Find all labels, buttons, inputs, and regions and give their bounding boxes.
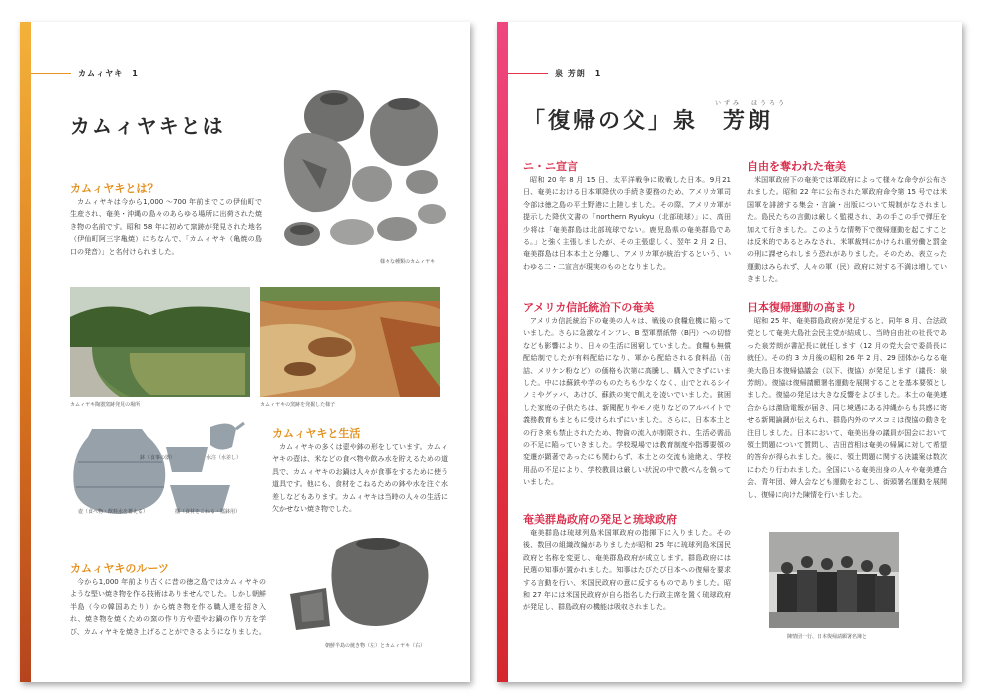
mortar-label: 擂（食材をこねる・擂鉢用） xyxy=(175,509,241,515)
excavation-photo xyxy=(260,287,440,397)
vessel-diagram xyxy=(70,417,245,537)
delegation-caption: 陳情団一行、日本復帰請願署名簿と xyxy=(787,634,868,640)
trusteeship-paragraph: アメリカ信託統治下の奄美の人々は、戦後の食糧危機に陥っていました。さらに急激なインフレ、B 型軍票紙幣（B円）への切替なども影響により、日々の生活に困窮していました。食糧も無償配給制でしたが有料配給になり、軍から配給される食料品（缶詰、メリケン粉など）の価格も次第に高騰し、購入できずにいました。中には蘇鉄や芋のものたちも少なくなく、山でとれるシイノミやグァバ、あけび、蘇鉄の実で飢えを凌いでいました。貧困した家庭の子供たちは、新聞配りやモノ売りなどのアルバイトで義務教育もまともに受けられずにいました。さらに、日本本土との行き来も禁止されたため、物資の流入が制限され、生活必需品の不足に陥っていきました。学校現場では教育制度や指導要領の変遷が顕著であったにも関わらず、本土との交流も途絶え、学校用品の不足により、学校教員は厳しい状況の中で教べんを執っていました。 xyxy=(523,317,731,487)
section-rule xyxy=(31,73,71,74)
kiln-site-illustration xyxy=(70,287,250,397)
comparison-illustration xyxy=(286,530,446,638)
right-section-label xyxy=(508,68,601,79)
title-ruby: いずみ ほうろう xyxy=(715,100,788,107)
pottery-caption: 様々な種類のカムィヤキ xyxy=(380,259,436,265)
life-paragraph: カムィヤキの多くは壺や鉢の形をしています。カムィヤキの壺は、米などの食べ物や飲み水を貯えるための道具で、カムィヤキのお鍋は人々が食事をするために使う道具です。他にも、食材をこねるための鉢や水を注ぐ水差しなどもあります。カムィヤキは当時の人々の生活に欠かせない焼き物でした。 xyxy=(272,443,448,514)
pottery-illustration xyxy=(272,64,454,254)
comparison-photo xyxy=(286,530,446,638)
jar-label: 壺（食べ物・飲料水を蓄える） xyxy=(78,509,149,515)
left-section-label xyxy=(31,68,139,79)
delegation-illustration xyxy=(769,532,899,628)
freedom-taken-paragraph: 米国軍政府下の奄美では軍政府によって様々な命令が公布されました。昭和 22 年に公布された軍政府命令第 15 号では米国軍を誹謗する集会・言論・出版について規制がなされました。島民たちの言動は厳しく監視され、あの手この手で弾圧を加えて行きました。このような情勢下で復帰運動を起こすことは反米的であるとみなされ、米軍裁判にかけられ重労働と罰金の刑に課せられしまう恐れがありました。そのため、表立った運動はみられず、人々の軍（民）政府に対する不満は増していきました。 xyxy=(747,176,947,284)
heading-kamuiyaki-life: カムィヤキと生活 xyxy=(272,427,361,440)
delegation-photo xyxy=(769,532,899,628)
kiln-site-caption: カムィヤキ陶器窯跡発見の場所 xyxy=(70,402,141,408)
reversion-movement-paragraph: 昭和 25 年、奄美群島政府が発足すると、同年 8 月、合法政党として奄美大島社会民主党が結成し、当時自由社の社長であった泉芳朗が書記長に就任します（12 月の党大会で委員長に就任）。その約 3 カ月後の昭和 26 年 2 月、29 団体からなる奄美大島日本復帰協議会（以下、復協）が発足します（議長：泉芳朗）。復協は復帰請願署名運動を展開することを基本要領としました。復協の発足は大きな反響をよびました。本土の奄美連合からは激励電報が届き、同じ境遇にある沖縄からも共感に寄せる新聞論調が伝えられ、群島内外のマスコミは復協の動きを注目しました。日本において、奄美出身の議員が国会において領土問題について質問し、吉田首相は奄美の帰属に対して希望的答弁が得られました。後に、領土問題に関する決議案は数次にわたり行われました。全国にいる奄美出身の人々や奄美連合会、青年団、婦人会なども運動をおこし、街頭署名運動を展開し、復帰に向けた陳情を行いました。 xyxy=(747,317,947,499)
heading-amami-government: 奄美群島政府の発足と琉球政府 xyxy=(523,513,677,526)
intro-paragraph: カムィヤキは今から1,000 〜700 年前までこの伊仙町で生産され、奄美・沖縄の島々のあらゆる場所に出荷された焼き物の名前です。昭和 58 年に初めて窯跡が発見された地名（伊仙町阿三字亀焼）にちなんで、「カムィヤキ（亀焼の島口の発音）」と名付けられました。 xyxy=(70,198,262,256)
comparison-caption: 朝鮮半島の焼き物（左）とカムィヤキ（右） xyxy=(325,643,426,649)
bowl-label: 鉢（食事の器） xyxy=(140,455,176,461)
amami-government-paragraph: 奄美群島は琉球列島米国軍政府の指揮下に入りました。その後、数回の組織改編がありましたが昭和 25 年に琉球列島米国民政府と名称を変更し、奄美群島政府が成立します。群島政府には民選の知事が置かれました。知事はたびたび日本への復帰を要求する言動を行い、米国民政府の意に反するものでありました。昭和 27 年には米国民政府が自ら指名した行政主席を置く琉球政府が発足し、群島政府の機能は吸収されました。 xyxy=(523,529,731,612)
heading-reversion-movement: 日本復帰運動の高まり xyxy=(747,301,857,314)
right-page xyxy=(497,22,962,682)
right-page-title: 「復帰の父」泉 芳朗 xyxy=(523,109,774,134)
heading-kamuiyaki-roots: カムィヤキのルーツ xyxy=(70,562,169,575)
right-page-color-band xyxy=(497,22,508,682)
left-page-color-band xyxy=(20,22,31,682)
heading-two-two-declaration: ニ・ニ宣言 xyxy=(523,160,578,173)
kiln-site-photo xyxy=(70,287,250,397)
ewer-label: 水注（水差し） xyxy=(206,455,242,461)
excavation-illustration xyxy=(260,287,440,397)
left-section-label-text: カムィヤキ 1 xyxy=(78,69,139,78)
vessel-diagram-illustration xyxy=(70,417,245,537)
heading-us-trusteeship: アメリカ信託統治下の奄美 xyxy=(523,301,655,314)
two-two-paragraph: 昭和 20 年 8 月 15 日、太平洋戦争に敗戦した日本。9月21 日、奄美における日本軍降伏の手続き要務のため、アメリカ軍司令部は徳之島の平土野港に上陸しました。その際、アメリカ軍が提示した降伏文書の「northern Ryukyu（北部琉球）」に、高田少将は「奄美群島は北部琉球でない。鹿児島県の奄美群島である。」と強く主張しましたが、その主張虚しく、翌年 2 月 2 日、奄美群島は日本本土と分離し、アメリカ軍が統治するという、いわゆる二・二宣言が現実のものとなりました。 xyxy=(523,176,731,271)
roots-paragraph: 今から1,000 年前より古くに昔の徳之島ではカムィヤキのような堅い焼き物を作る技術はありませんでした。しかし朝鮮半島（今の韓国あたり）から焼き物を作る職人達を招き入れ、焼き物を焼くための窯の作り方や壺やお鍋の作り方を学び、カムィヤキを焼き上げることができるようになりました。 xyxy=(70,578,266,636)
left-page xyxy=(20,22,470,682)
excavation-caption: カムィヤキの窯跡を発掘した様子 xyxy=(260,402,336,408)
pottery-photo xyxy=(272,64,454,254)
right-section-label-text: 泉 芳朗 1 xyxy=(555,69,602,78)
heading-kamuiyaki-what: カムィヤキとは？ xyxy=(70,182,159,195)
section-rule xyxy=(508,73,548,74)
left-page-title: カムィヤキとは xyxy=(70,114,225,138)
heading-freedom-taken: 自由を奪われた奄美 xyxy=(747,160,846,173)
